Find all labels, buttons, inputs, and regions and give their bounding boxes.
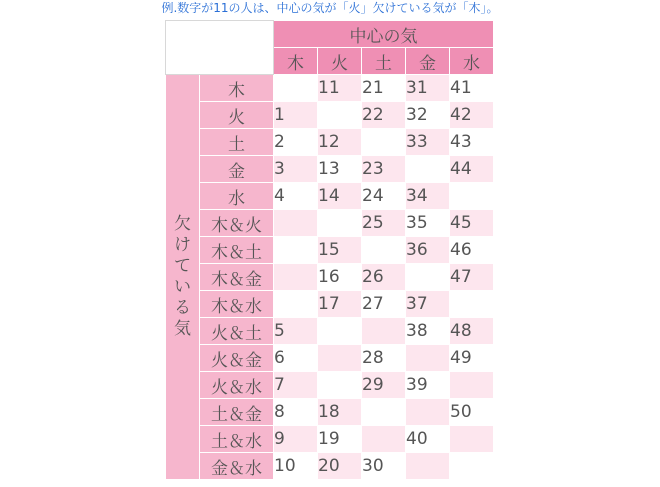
number-cell: [318, 318, 362, 345]
number-cell: [362, 426, 406, 453]
column-header-metal: 金: [406, 48, 450, 75]
row-label: 木＆土: [200, 237, 274, 264]
number-cell: 40: [406, 426, 450, 453]
number-cell: 5: [274, 318, 318, 345]
number-cell: 16: [318, 264, 362, 291]
corner-cell: [166, 21, 274, 75]
number-cell: 39: [406, 372, 450, 399]
number-cell: 29: [362, 372, 406, 399]
table-row: [166, 264, 494, 291]
number-cell: 22: [362, 102, 406, 129]
number-cell: 15: [318, 237, 362, 264]
number-cell: 48: [450, 318, 494, 345]
number-cell: [406, 399, 450, 426]
number-cell: 3: [274, 156, 318, 183]
table-row: [166, 75, 494, 102]
row-label: 火＆水: [200, 372, 274, 399]
number-cell: [318, 372, 362, 399]
number-cell: 31: [406, 75, 450, 102]
number-cell: [450, 372, 494, 399]
row-label: 火＆土: [200, 318, 274, 345]
table-row: [166, 129, 494, 156]
number-cell: 19: [318, 426, 362, 453]
table-row: [166, 156, 494, 183]
number-cell: 25: [362, 210, 406, 237]
number-cell: [406, 453, 450, 480]
number-cell: 46: [450, 237, 494, 264]
number-cell: 47: [450, 264, 494, 291]
number-cell: 43: [450, 129, 494, 156]
number-cell: [318, 102, 362, 129]
number-cell: 14: [318, 183, 362, 210]
number-cell: 17: [318, 291, 362, 318]
number-cell: [318, 345, 362, 372]
row-label: 土＆水: [200, 426, 274, 453]
number-cell: 27: [362, 291, 406, 318]
number-cell: 13: [318, 156, 362, 183]
number-cell: 18: [318, 399, 362, 426]
number-cell: 6: [274, 345, 318, 372]
number-cell: 42: [450, 102, 494, 129]
number-cell: 10: [274, 453, 318, 480]
row-label: 木: [200, 75, 274, 102]
number-cell: [274, 237, 318, 264]
number-cell: 35: [406, 210, 450, 237]
number-cell: 38: [406, 318, 450, 345]
number-cell: 23: [362, 156, 406, 183]
table-row: [166, 399, 494, 426]
element-table: [165, 20, 494, 480]
missing-qi-side-label: [166, 75, 200, 480]
table-row: [166, 345, 494, 372]
number-cell: 36: [406, 237, 450, 264]
number-cell: 20: [318, 453, 362, 480]
number-cell: 32: [406, 102, 450, 129]
number-cell: 8: [274, 399, 318, 426]
number-cell: 12: [318, 129, 362, 156]
number-cell: 49: [450, 345, 494, 372]
number-cell: [362, 399, 406, 426]
number-cell: 44: [450, 156, 494, 183]
number-cell: [274, 291, 318, 318]
number-cell: 28: [362, 345, 406, 372]
number-cell: 1: [274, 102, 318, 129]
table-row: [166, 318, 494, 345]
table-row: [166, 453, 494, 480]
number-cell: [450, 426, 494, 453]
number-cell: 4: [274, 183, 318, 210]
caption-text: 例.数字が11の人は、中心の気が「火」欠けている気が「木」。: [161, 1, 499, 15]
number-cell: 50: [450, 399, 494, 426]
column-header-wood: 木: [274, 48, 318, 75]
header-row-title: [166, 21, 494, 48]
number-cell: 26: [362, 264, 406, 291]
number-cell: [450, 453, 494, 480]
number-cell: [362, 318, 406, 345]
row-label: 木＆金: [200, 264, 274, 291]
number-cell: [318, 210, 362, 237]
number-cell: 24: [362, 183, 406, 210]
number-cell: 45: [450, 210, 494, 237]
vertical-text: 欠 け て い る 気: [174, 214, 191, 339]
column-header-fire: 火: [318, 48, 362, 75]
number-cell: 34: [406, 183, 450, 210]
number-cell: 37: [406, 291, 450, 318]
table-row: [166, 237, 494, 264]
number-cell: 2: [274, 129, 318, 156]
row-label: 火＆金: [200, 345, 274, 372]
number-cell: [450, 183, 494, 210]
row-label: 木＆水: [200, 291, 274, 318]
row-label: 火: [200, 102, 274, 129]
number-cell: [362, 129, 406, 156]
row-label: 水: [200, 183, 274, 210]
table-row: [166, 426, 494, 453]
table-row: [166, 210, 494, 237]
number-cell: 11: [318, 75, 362, 102]
number-cell: [274, 264, 318, 291]
row-label: 土＆金: [200, 399, 274, 426]
column-header-water: 水: [450, 48, 494, 75]
number-cell: 30: [362, 453, 406, 480]
table-row: [166, 102, 494, 129]
number-cell: [406, 345, 450, 372]
table-row: [166, 372, 494, 399]
number-cell: [450, 291, 494, 318]
number-cell: 7: [274, 372, 318, 399]
number-cell: 33: [406, 129, 450, 156]
number-cell: [274, 210, 318, 237]
row-label: 金: [200, 156, 274, 183]
column-header-earth: 土: [362, 48, 406, 75]
row-label: 金＆水: [200, 453, 274, 480]
number-cell: [406, 156, 450, 183]
number-cell: 9: [274, 426, 318, 453]
number-cell: [406, 264, 450, 291]
row-label: 木＆火: [200, 210, 274, 237]
table-row: [166, 183, 494, 210]
number-cell: 21: [362, 75, 406, 102]
center-qi-header: 中心の気: [274, 21, 494, 48]
number-cell: [274, 75, 318, 102]
row-label: 土: [200, 129, 274, 156]
table-row: [166, 291, 494, 318]
number-cell: 41: [450, 75, 494, 102]
number-cell: [362, 237, 406, 264]
